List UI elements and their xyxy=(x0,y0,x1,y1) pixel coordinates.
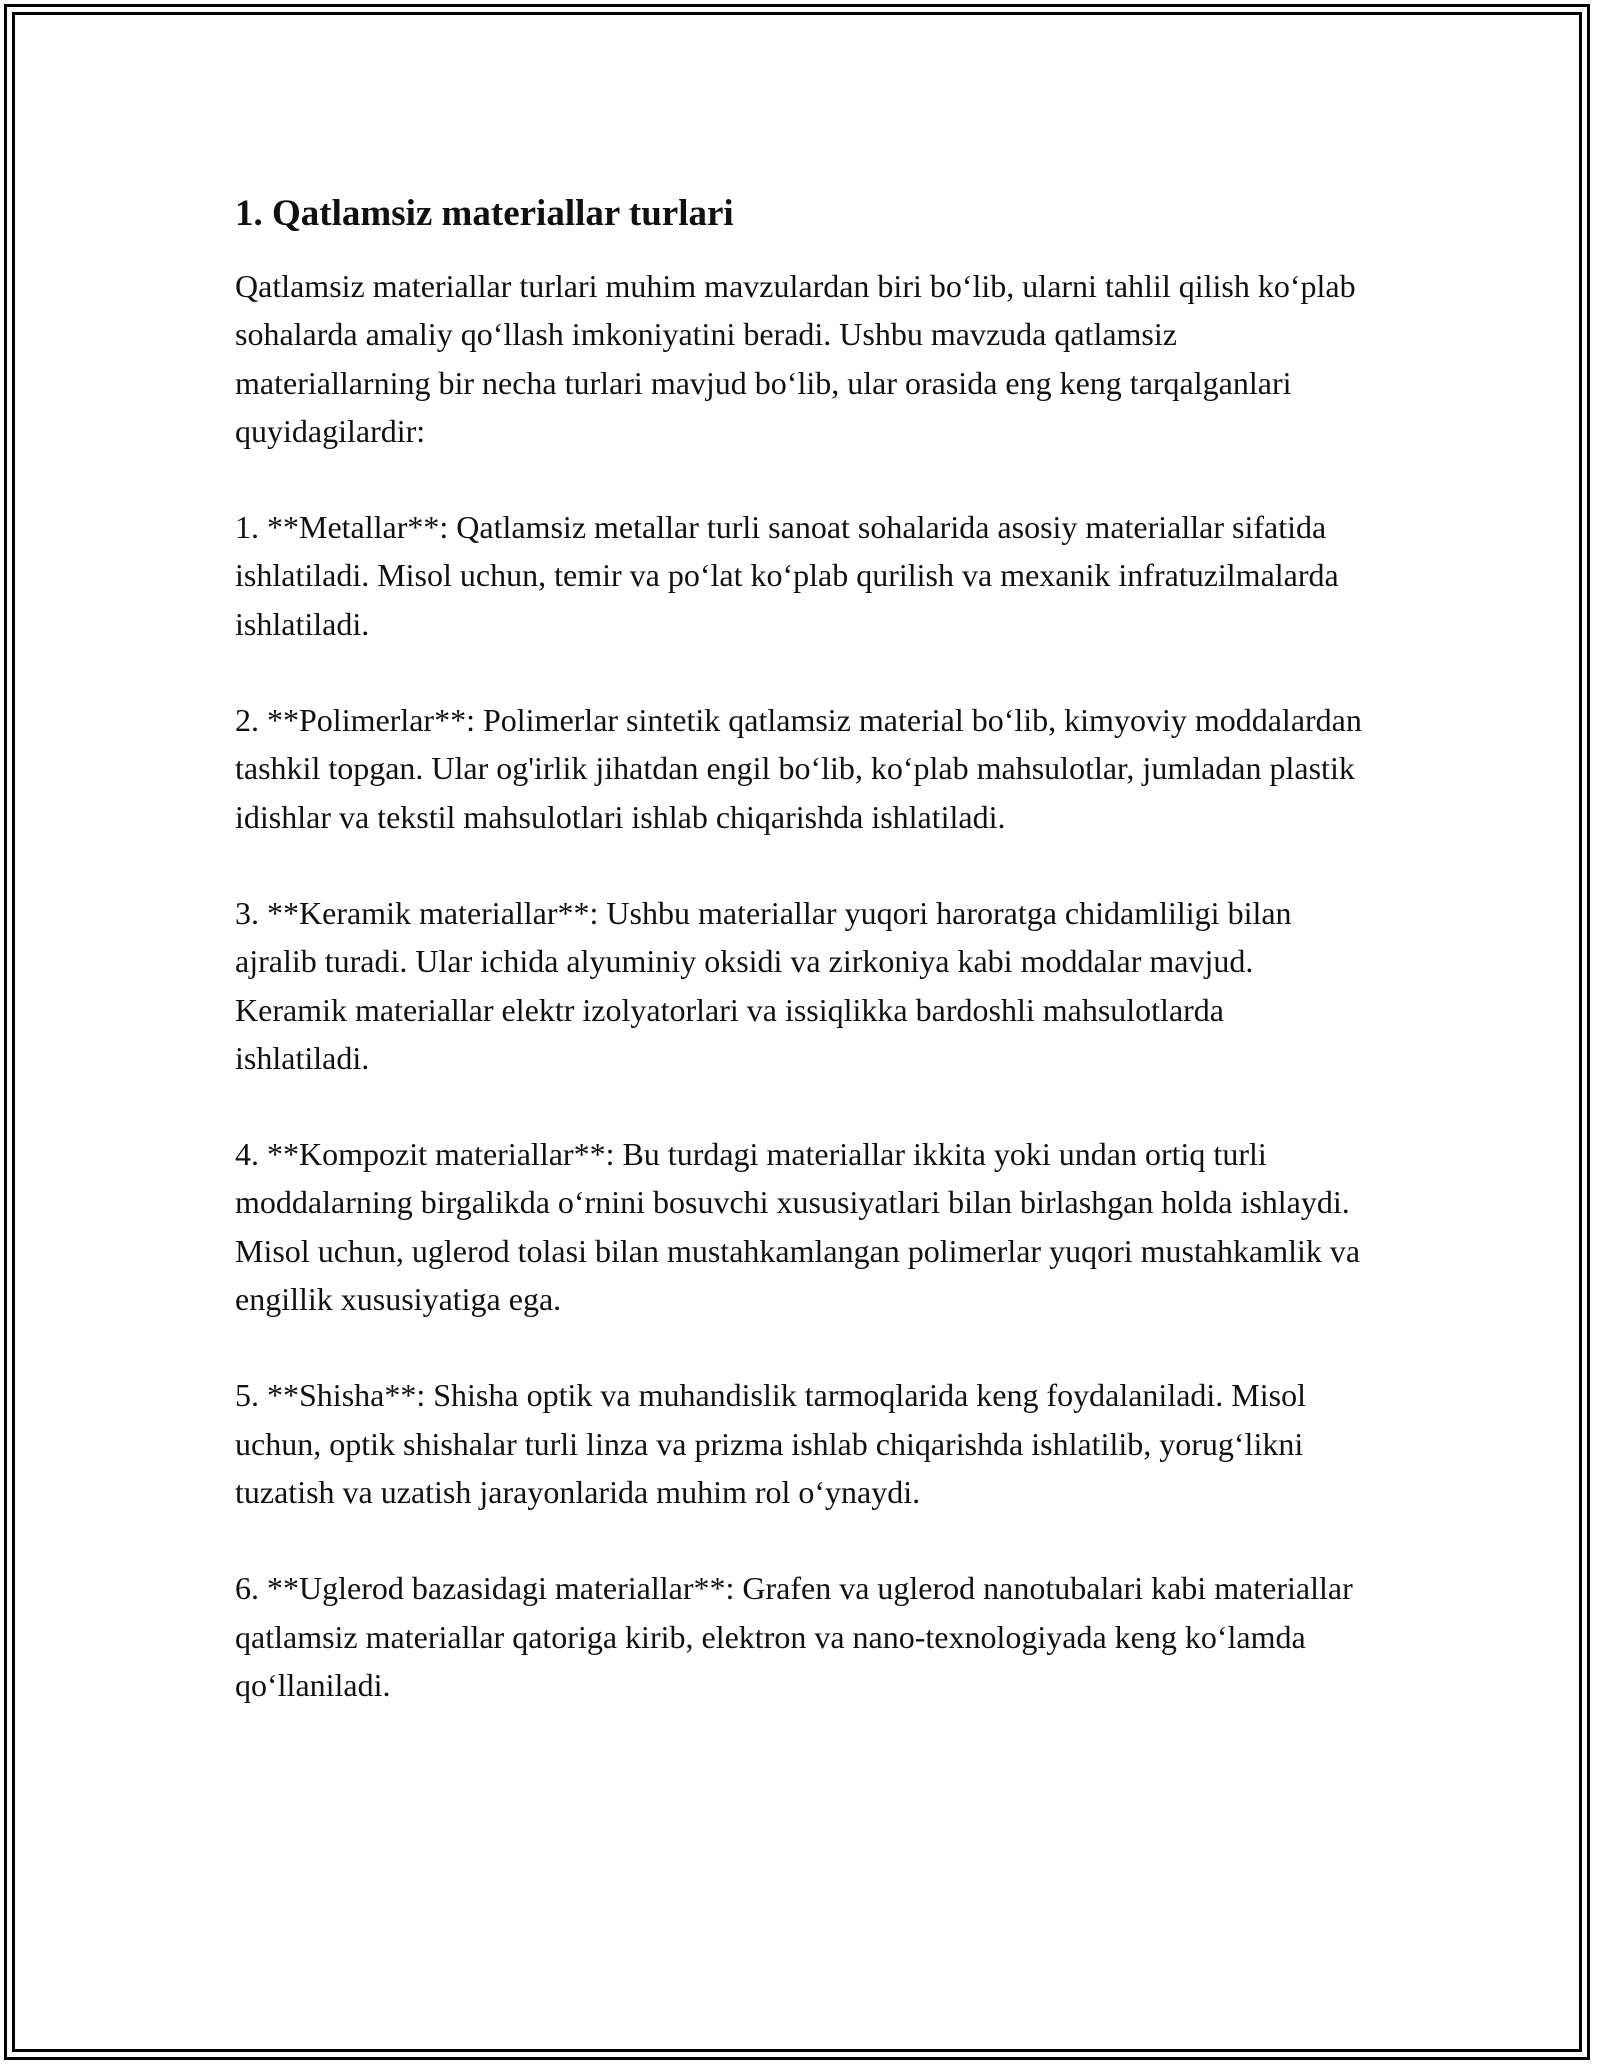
list-item-keramik: 3. **Keramik materiallar**: Ushbu materiallar yuqori haroratga chidamliligi bilan ajralib turadi. Ular ichida alyuminiy oksidi va zirkoniya kabi moddalar mavjud. Keramik materiallar elektr izolyatorlari va issiqlikka bardoshli mahsulotlarda ishlatiladi. xyxy=(235,894,1292,1076)
list-item-uglerod: 6. **Uglerod bazasidagi materiallar**: Grafen va uglerod nanotubalari kabi materiallar qatlamsiz materiallar qatoriga kirib, elektron va nano-texnologiyada keng ko‘lamda qo‘llaniladi. xyxy=(235,1570,1353,1703)
list-item-metallar: 1. **Metallar**: Qatlamsiz metallar turli sanoat sohalarida asosiy materiallar sifatida ishlatiladi. Misol uchun, temir va po‘lat ko‘plab qurilish va mexanik infratuzilmalarda ishlatiladi. xyxy=(235,509,1339,642)
list-item-polimerlar: 2. **Polimerlar**: Polimerlar sintetik qatlamsiz material bo‘lib, kimyoviy moddalardan tashkil topgan. Ular og'irlik jihatdan engil bo‘lib, ko‘plab mahsulotlar, jumladan plastik idishlar va tekstil mahsulotlari ishlab chiqarishda ishlatiladi. xyxy=(235,702,1362,835)
list-item-shisha: 5. **Shisha**: Shisha optik va muhandislik tarmoqlarida keng foydalaniladi. Misol uchun, optik shishalar turli linza va prizma ishlab chiqarishda ishlatilib, yorug‘likni tuzatish va uzatish jarayonlarida muhim rol o‘ynaydi. xyxy=(235,1377,1306,1510)
document-body xyxy=(235,190,1365,1757)
list-item-kompozit: 4. **Kompozit materiallar**: Bu turdagi materiallar ikkita yoki undan ortiq turli moddalarning birgalikda o‘rnini bosuvchi xususiyatlari bilan birlashgan holda ishlaydi. Misol uchun, uglerod tolasi bilan mustahkamlangan polimerlar yuqori mustahkamlik va engillik xususiyatiga ega. xyxy=(235,1136,1361,1318)
intro-paragraph: Qatlamsiz materiallar turlari muhim mavzulardan biri bo‘lib, ularni tahlil qilish ko‘plab sohalarda amaliy qo‘llash imkoniyatini beradi. Ushbu mavzuda qatlamsiz materiallarning bir necha turlari mavjud bo‘lib, ular orasida eng keng tarqalganlari quyidagilardir: xyxy=(235,268,1356,449)
section-title: 1. Qatlamsiz materiallar turlari xyxy=(235,193,734,234)
